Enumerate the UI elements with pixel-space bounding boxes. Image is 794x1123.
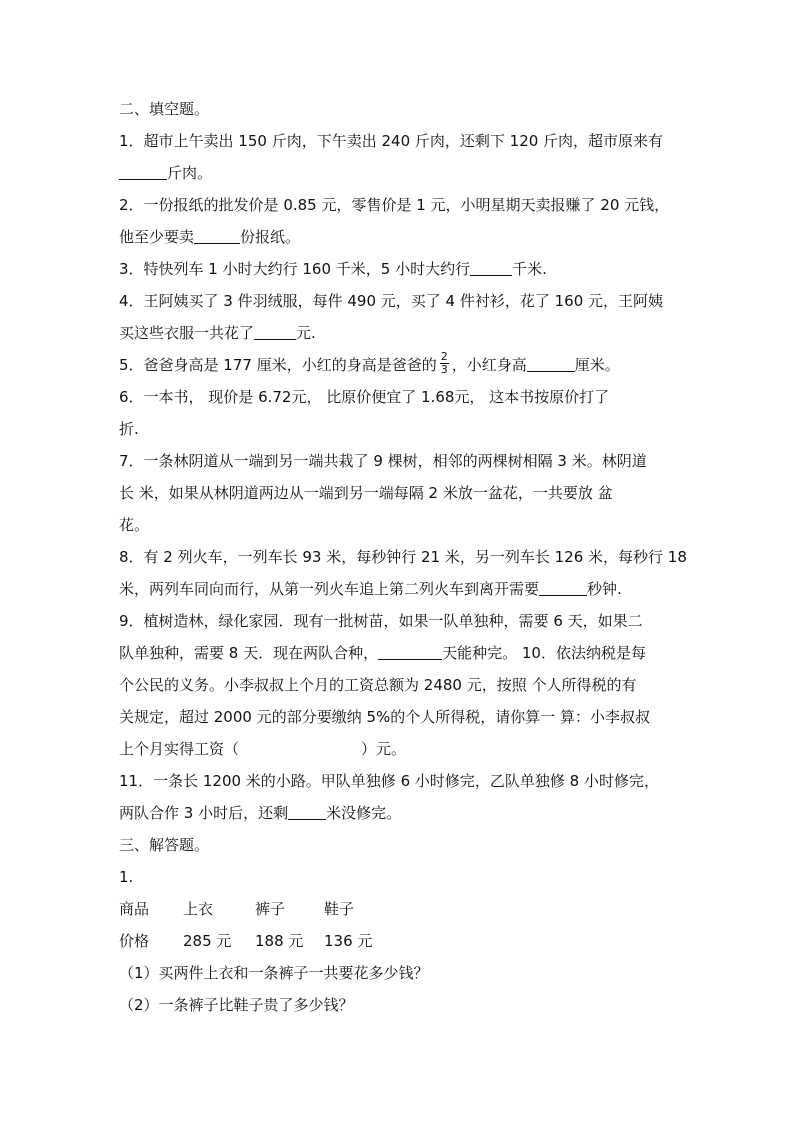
- question-4-line-2: 买这些衣服一共花了 元.: [119, 317, 679, 349]
- table-cell: 商品: [119, 900, 150, 918]
- question-1-line-2: 斤肉。: [119, 157, 679, 189]
- question-10-line-2: 关规定，超过 2000 元的部分要缴纳 5%的个人所得税，请你算一 算：小李叔叔: [119, 708, 651, 726]
- table-cell: 上衣: [183, 900, 214, 918]
- question-11-line-2: 两队合作 3 小时后，还剩 米没修完。: [119, 797, 679, 829]
- table-cell: 285 元: [183, 932, 232, 950]
- table-cell: 价格: [119, 932, 150, 950]
- question-6-line-2: 折.: [119, 420, 139, 438]
- question-8-line-1: 8．有 2 列火车，一列车长 93 米，每秒钟行 21 米，另一列车长 126 米，每秒行 18: [119, 548, 687, 566]
- answer-blank[interactable]: [194, 225, 240, 244]
- table-cell: 鞋子: [324, 900, 355, 918]
- question-5-line-1: 5．爸爸身高是 177 厘米，小红的身高是爸爸的 $\frac{2}{3}$ ，小红身高 厘米。: [119, 350, 620, 376]
- answer-blank[interactable]: [119, 161, 167, 180]
- question-7-line-3: 花。: [119, 516, 150, 534]
- question-7-line-2: 长 米，如果从林阴道两边从一端到另一端每隔 2 米放一盆花，一共要放 盆: [119, 484, 613, 502]
- worksheet-page: [119, 93, 687, 1021]
- question-4-line-1: 4．王阿姨买了 3 件羽绒服，每件 490 元，买了 4 件衬衫，花了 160 元，王阿姨: [119, 292, 664, 310]
- question-3-line-1: 3．特快列车 1 小时大约行 160 千米，5 小时大约行 千米.: [119, 253, 679, 285]
- question-11-line-1: 11．一条长 1200 米的小路。甲队单独修 6 小时修完，乙队单独修 8 小时修完，: [119, 772, 659, 790]
- answer-blank[interactable]: [254, 321, 296, 340]
- answer-blank[interactable]: [378, 641, 442, 660]
- question-number: 1.: [119, 868, 134, 886]
- table-cell: 136 元: [324, 932, 373, 950]
- table-cell: 188 元: [255, 932, 304, 950]
- question-9-line-1: 9．植树造林，绿化家园．现有一批树苗，如果一队单独种，需要 6 天，如果二: [119, 612, 643, 630]
- question-8-line-2: 米，两列车同向而行，从第一列火车追上第二列火车到离开需要 秒钟.: [119, 573, 679, 605]
- question-2-line-2: 他至少要卖 份报纸。: [119, 221, 679, 253]
- question-1-line-1: 1．超市上午卖出 150 斤肉，下午卖出 240 斤肉，还剩下 120 斤肉，超市原来有: [119, 132, 664, 150]
- table-cell: 裤子: [255, 900, 286, 918]
- sub-question-1: （1）买两件上衣和一条裤子一共要花多少钱？: [119, 964, 429, 982]
- sub-question-2: （2）一条裤子比鞋子贵了多少钱？: [119, 996, 354, 1014]
- answer-blank[interactable]: [288, 801, 326, 820]
- question-2-line-1: 2．一份报纸的批发价是 0.85 元，零售价是 1 元，小明星期天卖报赚了 20 元钱，: [119, 196, 670, 214]
- answer-blank[interactable]: [527, 353, 575, 372]
- price-table-header: [119, 893, 679, 925]
- answer-blank[interactable]: [470, 257, 512, 276]
- question-10-line-3: 上个月实得工资（ ）元。: [119, 740, 407, 758]
- question-6-line-1: 6．一本书， 现价是 6.72元， 比原价便宜了 1.68元， 这本书按原价打了: [119, 388, 610, 406]
- section-heading-solve: 三、解答题。: [119, 836, 210, 854]
- answer-blank[interactable]: [539, 577, 587, 596]
- price-table-row: [119, 925, 679, 957]
- fraction-two-thirds: $\frac{2}{3}$: [440, 350, 448, 376]
- question-7-line-1: 7．一条林阴道从一端到另一端共栽了 9 棵树，相邻的两棵树相隔 3 米。林阴道: [119, 452, 647, 470]
- section-heading-fill-blank: 二、填空题。: [119, 100, 210, 118]
- question-9-line-2: 队单独种，需要 8 天．现在两队合种， 天能种完。 10．依法纳税是每: [119, 637, 679, 669]
- question-10-line-1: 个公民的义务。小李叔叔上个月的工资总额为 2480 元，按照 个人所得税的有: [119, 676, 637, 694]
